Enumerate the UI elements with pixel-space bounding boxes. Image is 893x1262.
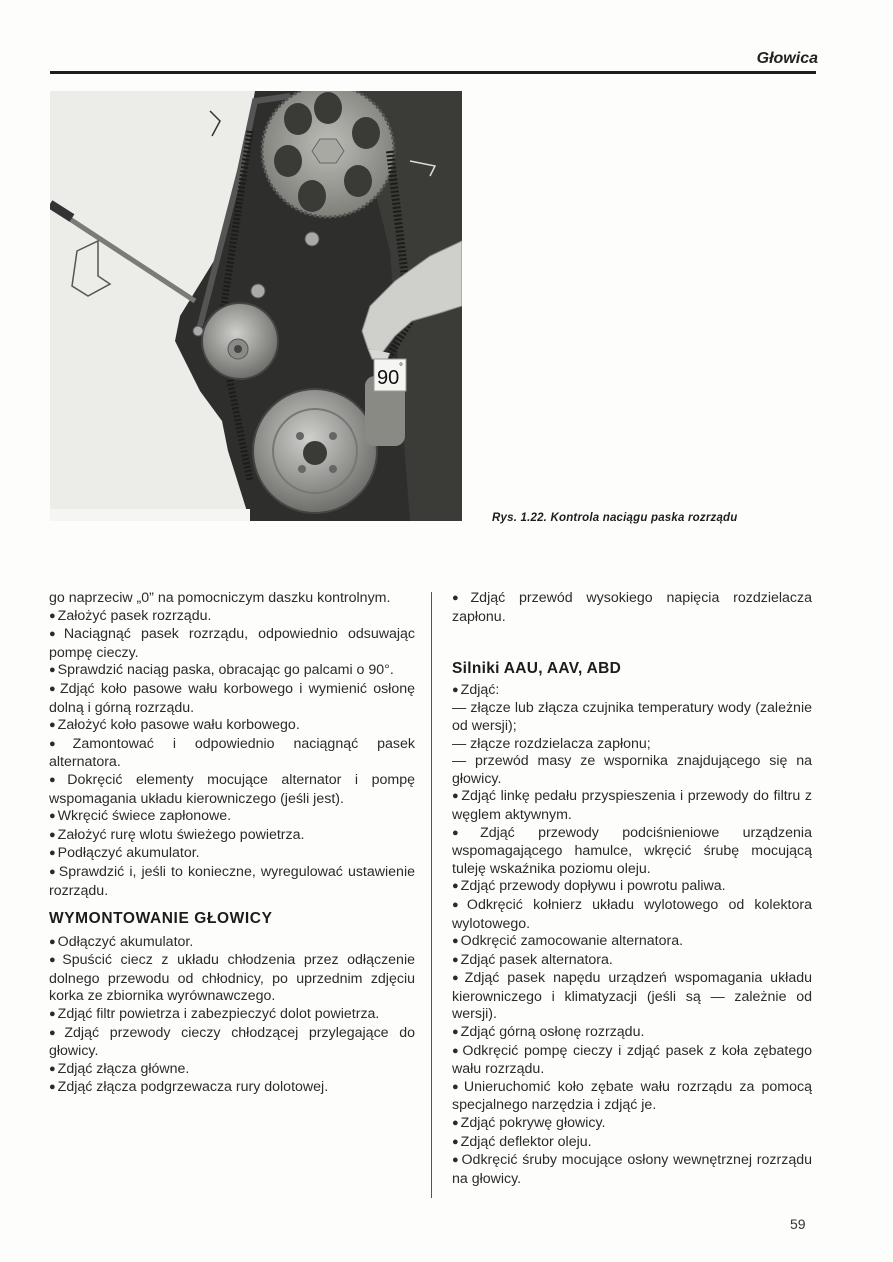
bullet-step: ● Założyć rurę wlotu świeżego powietrza. [49, 827, 415, 846]
bullet-step: ● Zdjąć deflektor oleju. [452, 1134, 812, 1153]
bullet-step: ● Zdjąć linkę pedału przyspieszenia i przewody do filtru z węglem aktywnym. [452, 788, 812, 824]
bullet-step: ● Zdjąć koło pasowe wału korbowego i wymienić osłonę dolną i górną rozrządu. [49, 681, 415, 717]
page-number: 59 [790, 1216, 806, 1232]
engine-photo-figure [50, 91, 462, 521]
bullet-step: ● Zdjąć pasek alternatora. [452, 952, 812, 971]
text-line: — przewód masy ze wspornika znajdującego się na głowicy. [452, 753, 812, 787]
bullet-step: ● Podłączyć akumulator. [49, 845, 415, 864]
bullet-step: ● Zdjąć przewody dopływu i powrotu paliwa. [452, 878, 812, 897]
left-intro-list [49, 590, 415, 900]
right-column [452, 590, 812, 1188]
bullet-step: ● Zdjąć przewody cieczy chłodzącej przylegające do głowicy. [49, 1025, 415, 1061]
left-column [49, 590, 415, 1098]
bullet-step: ● Odkręcić kołnierz układu wylotowego od kolektora wylotowego. [452, 897, 812, 933]
bullet-step: ● Odkręcić zamocowanie alternatora. [452, 933, 812, 952]
column-divider [431, 592, 432, 1198]
right-intro-list [452, 590, 812, 626]
section-heading-head-removal: WYMONTOWANIE GŁOWICY [49, 910, 273, 928]
bullet-step: ● Zdjąć górną osłonę rozrządu. [452, 1024, 812, 1043]
bullet-step: ● Sprawdzić naciąg paska, obracając go palcami o 90°. [49, 662, 415, 681]
figure-caption: Rys. 1.22. Kontrola naciągu paska rozrządu [492, 512, 738, 524]
bullet-step: ● Zdjąć przewód wysokiego napięcia rozdzielacza zapłonu. [452, 590, 812, 626]
bullet-step: ● Założyć pasek rozrządu. [49, 608, 415, 627]
bullet-step: ● Zdjąć filtr powietrza i zabezpieczyć dolot powietrza. [49, 1006, 415, 1025]
running-title: Głowica [756, 50, 818, 67]
header-rule [50, 71, 816, 74]
bullet-step: ● Zdjąć złącza podgrzewacza rury dolotowej. [49, 1079, 415, 1098]
bullet-step: ● Spuścić ciecz z układu chłodzenia przez odłączenie dolnego przewodu od chłodnicy, po uprzednim zdjęciu korka ze zbiornika wyrównawczego. [49, 952, 415, 1006]
bullet-step: ● Wkręcić świece zapłonowe. [49, 808, 415, 827]
bullet-step: ● Sprawdzić i, jeśli to konieczne, wyregulować ustawienie rozrządu. [49, 864, 415, 900]
right-section-list [452, 682, 812, 1189]
bullet-step: ● Odłączyć akumulator. [49, 934, 415, 953]
bullet-step: ● Unieruchomić koło zębate wału rozrządu za pomocą specjalnego narzędzia i zdjąć je. [452, 1079, 812, 1115]
bullet-step: ● Dokręcić elementy mocujące alternator i pompę wspomagania układu kierowniczego (jeśli jest). [49, 772, 415, 808]
bullet-step: ● Zdjąć: [452, 682, 812, 701]
bullet-step: ● Zdjąć pasek napędu urządzeń wspomagania układu kierowniczego i klimatyzacji (jeśli są — zależnie od wersji). [452, 970, 812, 1024]
bullet-step: ● Zdjąć złącza główne. [49, 1061, 415, 1080]
bullet-step: ● Odkręcić śruby mocujące osłony wewnętrznej rozrządu na głowicy. [452, 1152, 812, 1188]
timing-belt-photo [50, 91, 462, 521]
bullet-step: ● Zdjąć przewody podciśnieniowe urządzenia wspomagającego hamulce, wkręcić śrubę mocującą tuleję wskaźnika poziomu oleju. [452, 825, 812, 879]
bullet-step: ● Założyć koło pasowe wału korbowego. [49, 717, 415, 736]
degree-mark: ° [399, 362, 403, 373]
bullet-step: ● Zdjąć pokrywę głowicy. [452, 1115, 812, 1134]
bullet-step: ● Zamontować i odpowiednio naciągnąć pasek alternatora. [49, 736, 415, 772]
section-heading-engines: Silniki AAU, AAV, ABD [452, 660, 622, 678]
text-line: go naprzeciw „0” na pomocniczym daszku kontrolnym. [49, 590, 391, 606]
text-line: — złącze rozdzielacza zapłonu; [452, 735, 651, 752]
bullet-step: ● Odkręcić pompę cieczy i zdjąć pasek z koła zębatego wału rozrządu. [452, 1043, 812, 1079]
angle-label: 90 [377, 367, 400, 389]
bullet-step: ● Naciągnąć pasek rozrządu, odpowiednio odsuwając pompę cieczy. [49, 626, 415, 662]
left-section-list [49, 934, 415, 1098]
text-line: — złącze lub złącza czujnika temperatury wody (zależnie od wersji); [452, 700, 812, 734]
